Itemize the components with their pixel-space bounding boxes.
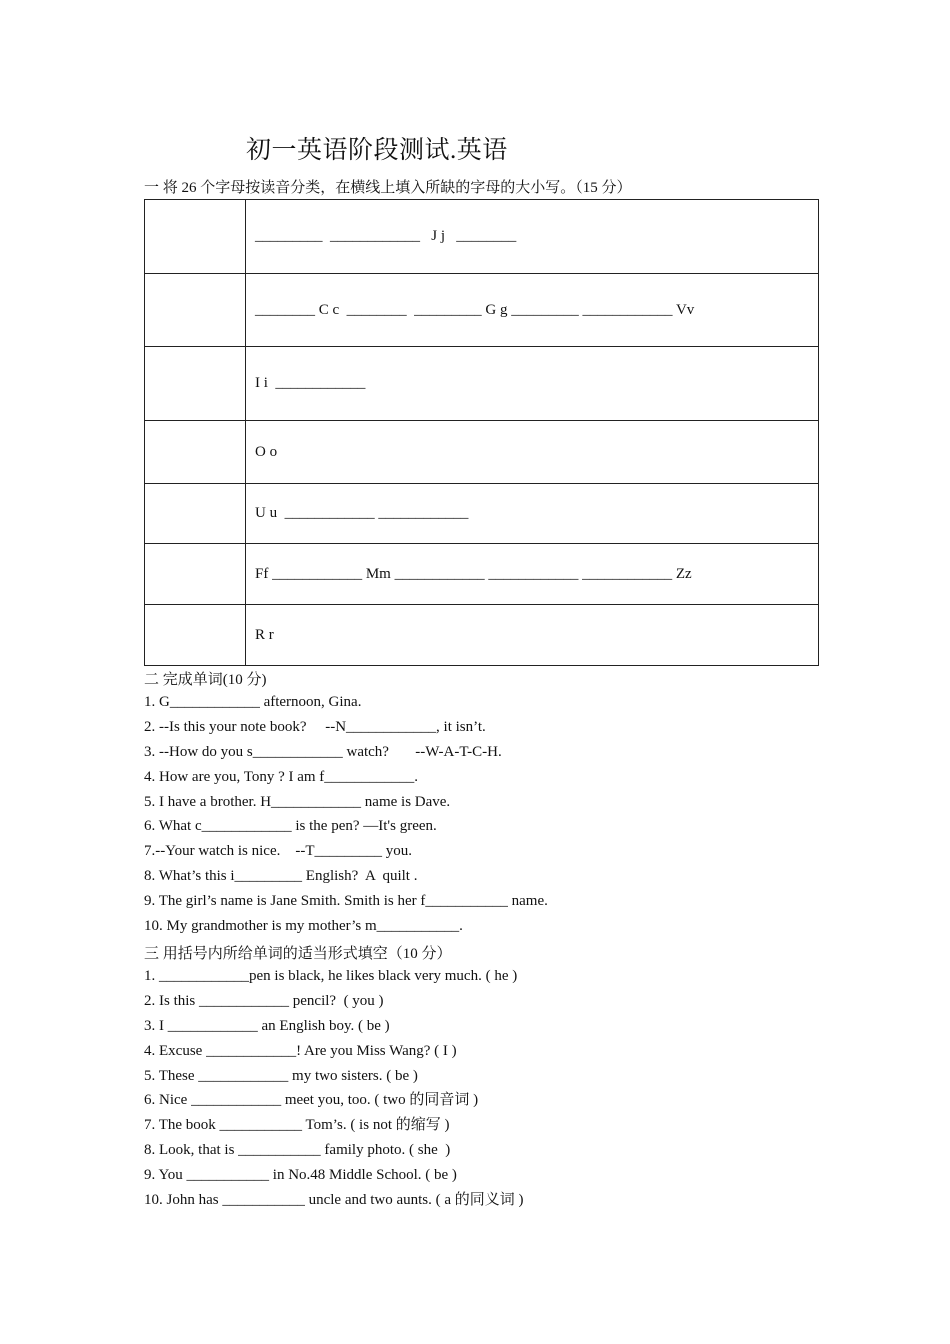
letter-sound-cell — [145, 421, 246, 484]
list-item[interactable]: 5. These ____________ my two sisters. ( be ) — [144, 1067, 418, 1084]
letter-sound-cell — [145, 347, 246, 421]
list-item[interactable]: 10. John has ___________ uncle and two aunts. ( a 的同义词 ) — [144, 1192, 524, 1209]
letter-fill-cell[interactable]: R r — [246, 605, 819, 666]
letter-sound-cell — [145, 605, 246, 666]
letter-fill-cell[interactable]: ________ C c ________ _________ G g _________ ____________ Vv — [246, 274, 819, 347]
list-item[interactable]: 8. Look, that is ___________ family photo. ( she ) — [144, 1142, 451, 1159]
letter-row-ou — [145, 421, 819, 484]
list-item[interactable]: 6. Nice ____________ meet you, too. ( two 的同音词 ) — [144, 1092, 479, 1109]
page-title: 初一英语阶段测试.英语 — [246, 137, 508, 164]
section2-list — [144, 690, 548, 939]
letter-fill-cell[interactable]: O o — [246, 421, 819, 484]
letter-sound-cell — [145, 274, 246, 347]
list-item[interactable]: 9. You ___________ in No.48 Middle School. ( be ) — [144, 1167, 457, 1184]
letter-row-ai — [145, 347, 819, 421]
list-item[interactable]: 9. The girl’s name is Jane Smith. Smith is her f___________ name. — [144, 893, 548, 910]
letter-fill-cell[interactable]: _________ ____________ J j ________ — [246, 200, 819, 274]
letter-fill-cell[interactable]: I i ____________ — [246, 347, 819, 421]
list-item[interactable]: 6. What c____________ is the pen? —It's green. — [144, 818, 437, 835]
list-item[interactable]: 4. How are you, Tony ? I am f____________. — [144, 768, 419, 785]
letter-table — [144, 199, 819, 666]
letter-sound-cell — [145, 484, 246, 544]
section3-heading: 三 用括号内所给单词的适当形式填空（10 分） — [144, 946, 452, 962]
list-item[interactable]: 4. Excuse ____________! Are you Miss Wang? ( I ) — [144, 1042, 457, 1059]
letter-sound-cell — [145, 200, 246, 274]
letter-row-i — [145, 274, 819, 347]
letter-fill-cell[interactable]: U u ____________ ____________ — [246, 484, 819, 544]
list-item[interactable]: 10. My grandmother is my mother’s m___________. — [144, 918, 463, 935]
list-item[interactable]: 2. --Is this your note book? --N____________, it isn’t. — [144, 718, 486, 735]
letter-row-e — [145, 544, 819, 605]
section2-heading: 二 完成单词(10 分) — [144, 672, 267, 688]
letter-row-a — [145, 605, 819, 666]
list-item[interactable]: 1. ____________pen is black, he likes black very much. ( he ) — [144, 968, 518, 984]
list-item[interactable]: 8. What’s this i_________ English? A quilt . — [144, 868, 418, 885]
list-item[interactable]: 7. The book ___________ Tom’s. ( is not 的缩写 ) — [144, 1117, 450, 1134]
list-item[interactable]: 1. G____________ afternoon, Gina. — [144, 694, 362, 710]
list-item[interactable]: 3. I ____________ an English boy. ( be ) — [144, 1017, 390, 1034]
letter-row-ju — [145, 484, 819, 544]
letter-sound-cell — [145, 544, 246, 605]
section3-list — [144, 964, 524, 1213]
list-item[interactable]: 2. Is this ____________ pencil? ( you ) — [144, 992, 384, 1009]
section1-heading: 一 将 26 个字母按读音分类，在横线上填入所缺的字母的大小写。（15 分） — [144, 180, 632, 196]
letter-fill-cell[interactable]: Ff ____________ Mm ____________ ____________ ____________ Zz — [246, 544, 819, 605]
letter-row-ei — [145, 200, 819, 274]
list-item[interactable]: 7.--Your watch is nice. --T_________ you. — [144, 843, 413, 860]
list-item[interactable]: 5. I have a brother. H____________ name is Dave. — [144, 793, 451, 810]
list-item[interactable]: 3. --How do you s____________ watch? --W-A-T-C-H. — [144, 743, 502, 760]
